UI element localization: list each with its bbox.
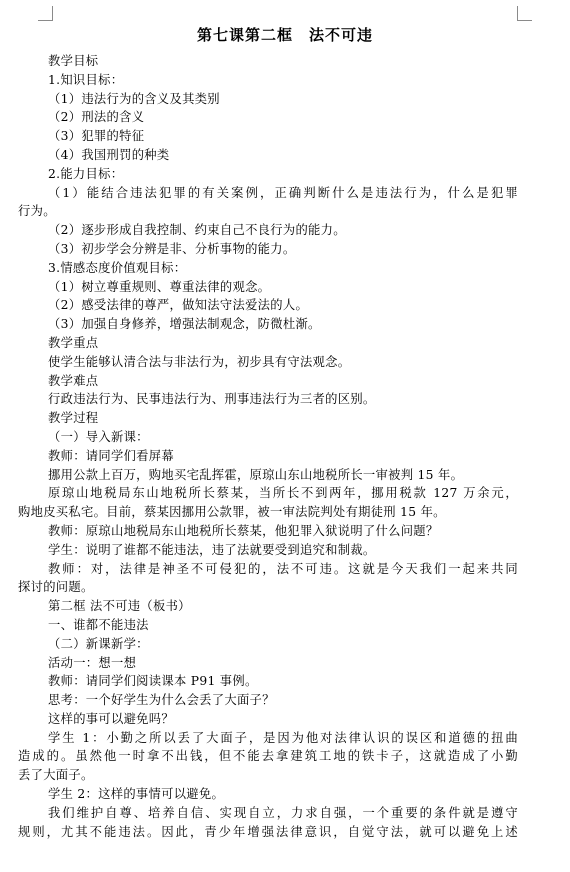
body-line: 探讨的问题。 [18, 580, 94, 595]
body-line: （2）逐步形成自我控制、约束自己不良行为的能力。 [48, 223, 346, 238]
body-line: 教学目标 [48, 54, 99, 68]
body-line: 规则，尤其不能违法。因此，青少年增强法律意识，自觉守法，就可以避免上述 [18, 824, 518, 839]
body-line: 丢了大面子。 [18, 768, 94, 783]
body-line: 2.能力目标： [48, 166, 124, 181]
body-line: （2）刑法的含义 [48, 110, 145, 125]
body-line: 原琼山地税局东山地税所长蔡某，当所长不到两年，挪用税款 127 万余元， [48, 486, 518, 501]
page-corner-mark-top-right [517, 6, 532, 21]
body-line: 行政违法行为、民事违法行为、刑事违法行为三者的区别。 [48, 392, 376, 407]
body-line: 教师：原琼山地税局东山地税所长蔡某，他犯罪入狱说明了什么问题？ [48, 523, 439, 538]
body-line: 教师：对，法律是神圣不可侵犯的，法不可违。这就是今天我们一起来共同 [48, 561, 518, 576]
page-corner-mark-top-left [38, 6, 53, 21]
body-line: 第二框 法不可违（板书） [48, 599, 191, 614]
body-line: 我们维护自尊、培养自信、实现自立，力求自强，一个重要的条件就是遵守 [48, 805, 518, 820]
body-line: 造成的。虽然他一时拿不出钱，但不能去拿建筑工地的铁卡子，这就造成了小勤 [18, 749, 518, 764]
body-line: （1）违法行为的含义及其类别 [48, 91, 220, 106]
body-line: 1.知识目标： [48, 72, 124, 87]
body-line: （1）树立尊重规则、尊重法律的观念。 [48, 279, 271, 294]
document-title: 第七课第二框 法不可违 [196, 26, 373, 44]
body-line: （1）能结合违法犯罪的有关案例，正确判断什么是违法行为，什么是犯罪 [48, 185, 518, 200]
body-line: 使学生能够认清合法与非法行为，初步具有守法观念。 [48, 354, 351, 369]
body-line: 活动一：想一想 [48, 655, 137, 670]
body-line: （3）犯罪的特征 [48, 129, 145, 144]
body-line: 行为。 [18, 204, 56, 219]
body-line: 教学难点 [48, 373, 99, 388]
body-line: 教师：请同学们阅读课本 P91 事例。 [48, 674, 258, 689]
body-line: 3.情感态度价值观目标： [48, 260, 187, 275]
body-line: 思考：一个好学生为什么会丢了大面子？ [48, 693, 275, 708]
body-line: 一、谁都不能违法 [48, 617, 149, 632]
body-line: （一）导入新课： [48, 429, 149, 444]
body-line: 学生 1：小勤之所以丢了大面子，是因为他对法律认识的误区和道德的扭曲 [48, 730, 518, 745]
body-line: （二）新课新学： [48, 636, 149, 651]
body-line: 学生 2：这样的事情可以避免。 [48, 787, 225, 802]
body-line: （3）加强自身修养，增强法制观念，防微杜渐。 [48, 317, 321, 332]
body-line: 教学过程 [48, 411, 99, 426]
body-line: 教师：请同学们看屏幕 [48, 448, 174, 463]
body-line: 教学重点 [48, 335, 99, 350]
body-line: 学生：说明了谁都不能违法，违了法就要受到追究和制裁。 [48, 542, 376, 557]
body-line: （3）初步学会分辨是非、分析事物的能力。 [48, 241, 296, 256]
body-line: 这样的事可以避免吗？ [48, 711, 174, 726]
body-line: 挪用公款上百万，购地买宅乱挥霍，原琼山东山地税所长一审被判 15 年。 [48, 467, 464, 482]
document-body [18, 52, 518, 841]
body-line: 购地皮买私宅。目前，蔡某因挪用公款罪，被一审法院判处有期徒刑 15 年。 [18, 505, 446, 520]
body-line: （4）我国刑罚的种类 [48, 147, 170, 162]
body-line: （2）感受法律的尊严，做知法守法爱法的人。 [48, 298, 309, 313]
